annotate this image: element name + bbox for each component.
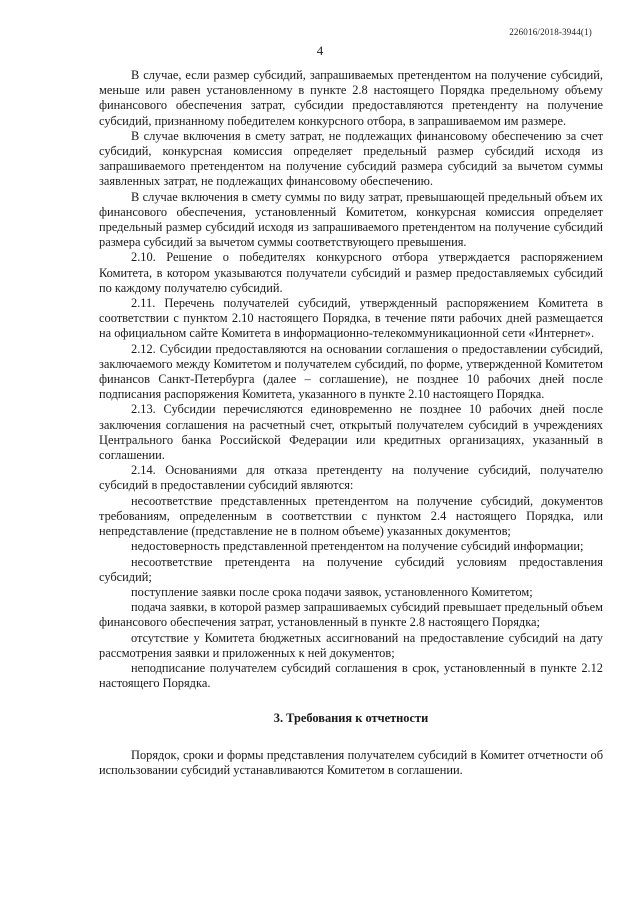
refusal-reason: несоответствие претендента на получение субсидий условиям предоставления субсидий; xyxy=(99,554,603,584)
refusal-reason: неподписание получателем субсидий соглашения в срок, установленный в пункте 2.12 настоящего Порядка. xyxy=(99,660,603,691)
paragraph-2-12: 2.12. Субсидии предоставляются на основании соглашения о предоставлении субсидий, заключаемого между Комитетом и получателем субсидий, по форме, утвержденной Комитетом финансов Санкт-Петербурга (далее – соглашение), не позднее 10 рабочих дней после подписания распоряжения Комитета, указанного в пункте 2.10 настоящего Порядка. xyxy=(99,341,603,402)
refusal-reason: отсутствие у Комитета бюджетных ассигнований на предоставление субсидий на дату рассмотрения заявки и приложенных к ней документов; xyxy=(99,630,603,660)
closing-paragraph: Порядок, сроки и формы представления получателем субсидий в Комитет отчетности об использовании субсидий устанавливаются Комитетом в соглашении. xyxy=(99,747,603,777)
refusal-reason: подача заявки, в которой размер запрашиваемых субсидий превышает предельный объем финансового обеспечения затрат, установленный в пункте 2.8 настоящего Порядка; xyxy=(99,600,603,630)
refusal-reason: поступление заявки после срока подачи заявок, установленного Комитетом; xyxy=(131,584,533,599)
paragraph-2-14: 2.14. Основаниями для отказа претенденту на получение субсидий, получателю субсидий в предоставлении субсидий являются: xyxy=(99,463,603,493)
page-number: 4 xyxy=(316,43,324,58)
paragraph: В случае включения в смету затрат, не подлежащих финансовому обеспечению за счет субсидий, конкурсная комиссия определяет предельный размер субсидий исходя из запрашиваемого претендентом на получение субсидий размера субсидий за вычетом суммы заявленных затрат, не подлежащих финансовому обеспечению. xyxy=(99,128,603,189)
document-number: 226016/2018-3944(1) xyxy=(509,27,592,37)
paragraph-2-10: 2.10. Решение о победителях конкурсного отбора утверждается распоряжением Комитета, в котором указываются получатели субсидий и размер предоставляемых субсидий по каждому получателю субсидий. xyxy=(99,250,603,295)
document-body xyxy=(99,68,603,778)
paragraph: В случае, если размер субсидий, запрашиваемых претендентом на получение субсидий, меньше или равен установленному в пункте 2.8 настоящего Порядка предельному объему финансового обеспечения затрат, субсидии предоставляются претенденту на получение субсидий, признанному победителем конкурсного отбора, в запрашиваемом им размере. xyxy=(99,68,603,128)
paragraph: В случае включения в смету суммы по виду затрат, превышающей предельный объем их финансового обеспечения, установленный Комитетом, конкурсная комиссия определяет предельный размер субсидий исходя из запрашиваемого претендентом на получение субсидий размера субсидий за вычетом суммы соответствующего превышения. xyxy=(99,189,603,250)
refusal-reason: несоответствие представленных претендентом на получение субсидий, документов требованиям, определенным в соответствии с пунктом 2.4 настоящего Порядка, или непредставление (представление не в полном объеме) указанных документов; xyxy=(99,493,603,539)
refusal-reason: недостоверность представленной претендентом на получение субсидий информации; xyxy=(131,539,584,554)
paragraph-2-13: 2.13. Субсидии перечисляются единовременно не позднее 10 рабочих дней после заключения соглашения на расчетный счет, открытый получателем субсидий в учреждениях Центрального банка Российской Федерации или кредитных организациях, указанный в соглашении. xyxy=(99,402,603,463)
paragraph-2-11: 2.11. Перечень получателей субсидий, утвержденный распоряжением Комитета в соответствии с пунктом 2.10 настоящего Порядка, в течение пяти рабочих дней размещается на официальном сайте Комитета в информационно-телекоммуникационной сети «Интернет». xyxy=(99,296,603,341)
section-title: 3. Требования к отчетности xyxy=(273,711,429,726)
